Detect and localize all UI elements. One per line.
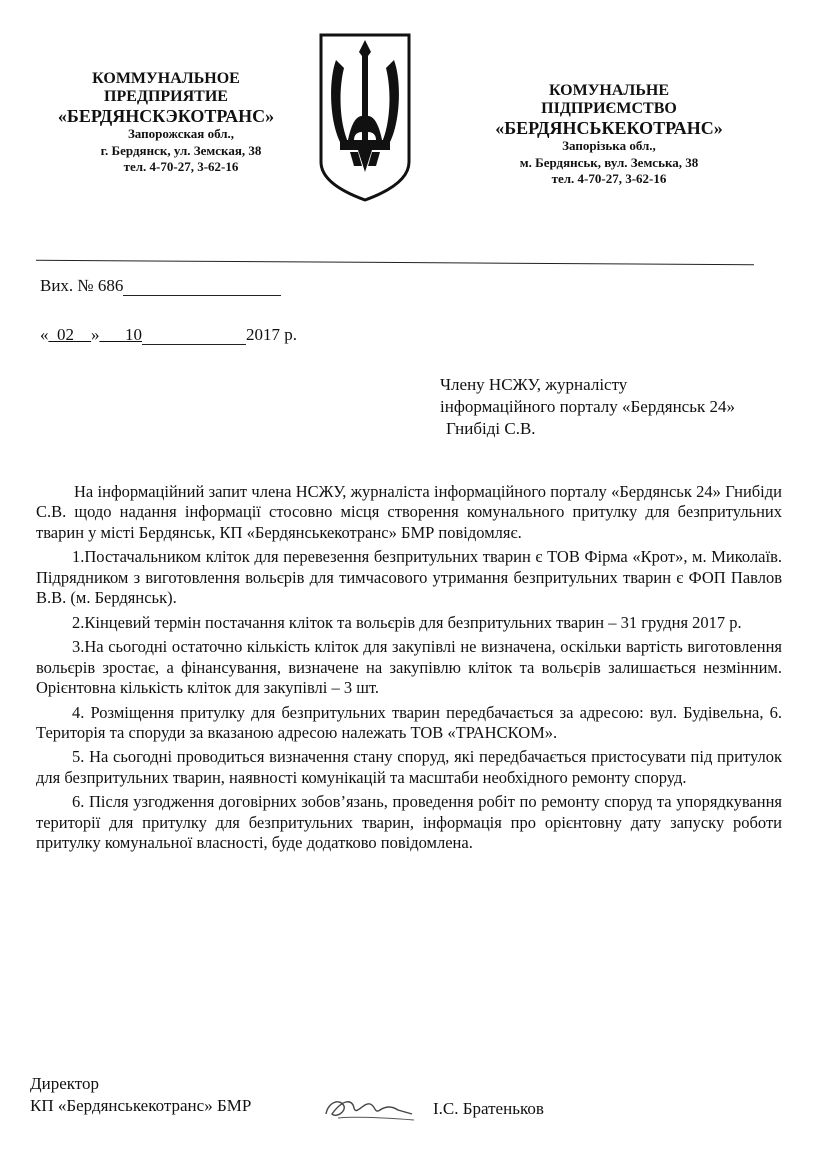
letterhead-divider bbox=[36, 260, 754, 265]
addressee-line: Члену НСЖУ, журналісту bbox=[440, 375, 628, 394]
org-phone: тел. 4-70-27, 3-62-16 bbox=[551, 171, 667, 187]
outgoing-number-value: 686 bbox=[97, 276, 124, 295]
date-month: 10 bbox=[125, 325, 142, 344]
org-type-line: ПІДПРИЄМСТВО bbox=[541, 99, 677, 117]
addressee-block bbox=[440, 374, 735, 440]
date-blank bbox=[142, 327, 246, 345]
letter-body bbox=[36, 482, 782, 858]
org-street-address: г. Бердянск, ул. Земская, 38 bbox=[100, 142, 262, 158]
letterhead-left-russian bbox=[28, 70, 304, 176]
body-item-3: 3.На сьогодні остаточно кількість кліток для закупівлі не визначена, оскільки вартість виготовлення вольєрів зростає, а фінансування, визначене на закупівлю кліток та вольєрів залишається незмінним. Орієнтовна кількість кліток для закупівлі – 3 шт. bbox=[36, 637, 782, 698]
letter-date bbox=[40, 325, 297, 345]
trident-coat-of-arms-icon bbox=[318, 32, 412, 204]
org-region: Запорожская обл., bbox=[127, 125, 235, 141]
org-type-line: КОМУНАЛЬНЕ bbox=[548, 82, 670, 99]
body-item-4: 4. Розміщення притулку для безпритульних тварин передбачається за адресою: вул. Будівельна, 6. Територія та споруди за вказаною адресою належать ТОВ «ТРАНСКОМ». bbox=[36, 702, 782, 742]
org-name: «БЕРДЯНСКЭКОТРАНС» bbox=[57, 105, 275, 126]
org-name: «БЕРДЯНСЬКЕКОТРАНС» bbox=[495, 117, 723, 138]
outgoing-number-blank bbox=[123, 277, 281, 296]
body-intro: На інформаційний запит члена НСЖУ, журналіста інформаційного порталу «Бердянськ 24» Гнибіди С.В. щодо надання інформації стосовно місця створення комунального притулку для безпритульних тварин у місті Бердянськ, КП «Бердянськекотранс» БМР повідомляє. bbox=[36, 482, 782, 542]
body-item-2: 2.Кінцевий термін постачання кліток та вольєрів для безпритульних тварин – 31 грудня 2017 р. bbox=[72, 612, 742, 632]
signatory-name: І.С. Братеньков bbox=[433, 1099, 544, 1118]
date-close-quote: » bbox=[91, 325, 100, 344]
date-suffix: р. bbox=[284, 325, 297, 344]
org-type-line: ПРЕДПРИЯТИЕ bbox=[104, 87, 228, 105]
handwritten-signature-icon bbox=[318, 1088, 418, 1128]
letterhead-right-ukrainian bbox=[468, 82, 750, 188]
org-type-line: КОММУНАЛЬНОЕ bbox=[92, 70, 240, 87]
signatory-title: Директор bbox=[30, 1074, 99, 1093]
signatory-block bbox=[30, 1073, 251, 1117]
addressee-line: інформаційного порталу «Бердянськ 24» bbox=[440, 397, 735, 417]
signatory-org: КП «Бердянськекотранс» БМР bbox=[30, 1096, 252, 1116]
date-day: _02__ bbox=[48, 325, 91, 344]
org-phone: тел. 4-70-27, 3-62-16 bbox=[123, 159, 239, 175]
org-region: Запорізька обл., bbox=[562, 137, 656, 153]
org-street-address: м. Бердянськ, вул. Земська, 38 bbox=[519, 154, 699, 170]
outgoing-number-label: Вих. № bbox=[40, 276, 94, 295]
date-year: 2017 bbox=[246, 325, 280, 344]
body-item-6: 6. Після узгодження договірних зобов’язань, проведення робіт по ремонту споруд та упорядкування території для притулку для безпритульних тварин, інформація про орієнтовну дату запуску роботи притулку комунальної власності, буде додатково повідомлена. bbox=[36, 792, 782, 853]
date-month-blank: ___ bbox=[99, 325, 125, 344]
outgoing-number bbox=[40, 276, 281, 296]
date-open-quote: « bbox=[40, 325, 49, 344]
body-item-5: 5. На сьогодні проводиться визначення стану споруд, які передбачається пристосувати під притулок для безпритульних тварин, наявності комунікацій та масштаби необхідного ремонту споруд. bbox=[36, 747, 782, 787]
body-item-1: 1.Постачальником кліток для перевезення безпритульних тварин є ТОВ Фірма «Крот», м. Миколаїв. Підрядником з виготовлення вольєрів для тимчасового утримання безпритульних тварин є ФОП Павлов В.В. (м. Бердянськ). bbox=[36, 547, 782, 608]
addressee-name: Гнибіді С.В. bbox=[446, 419, 536, 439]
